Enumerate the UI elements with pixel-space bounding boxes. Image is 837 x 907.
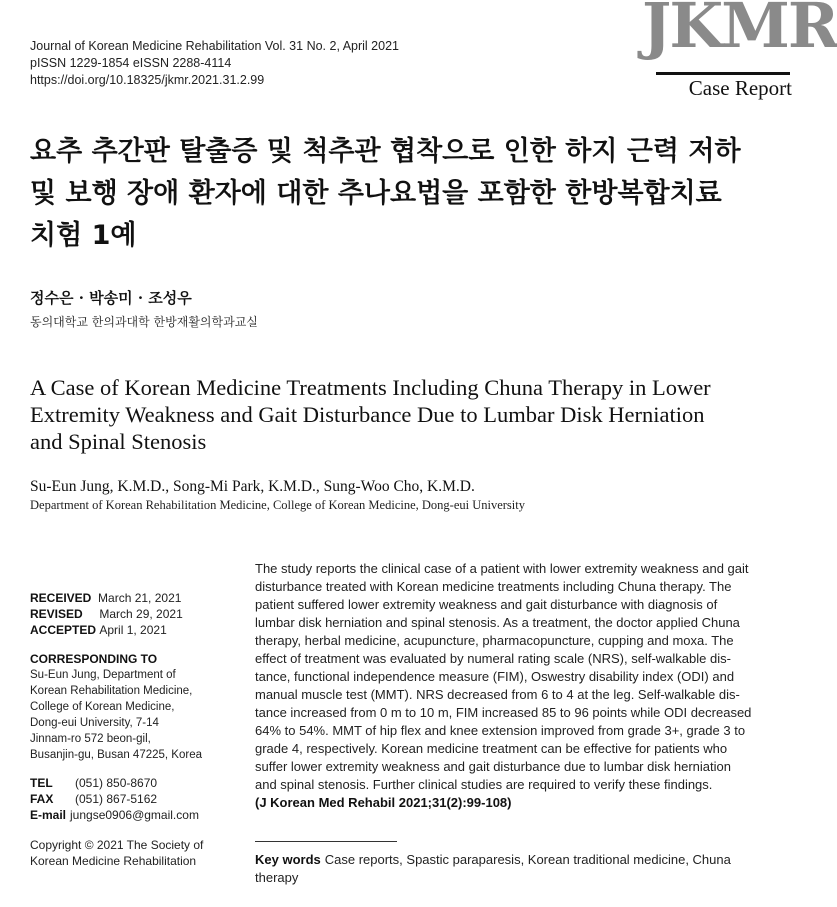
copyright-line: Copyright © 2021 The Society of	[30, 838, 204, 852]
corresponding-address	[30, 667, 235, 763]
citation: (J Korean Med Rehabil 2021;31(2):99-108)	[255, 795, 512, 810]
abstract-line: lumbar disk herniation and spinal stenosis. As a treatment, the doctor applied Chuna	[255, 615, 740, 630]
fax-value: (051) 867-5162	[75, 792, 158, 806]
accepted-date	[30, 622, 235, 638]
english-affiliation: Department of Korean Rehabilitation Medicine, College of Korean Medicine, Dong-eui University	[30, 498, 525, 512]
address-line: Busanjin-gu, Busan 47225, Korea	[30, 749, 202, 761]
english-authors: Su-Eun Jung, K.M.D., Song-Mi Park, K.M.D., Sung-Woo Cho, K.M.D.	[30, 478, 475, 495]
abstract-line: tance increased from 0 m to 10 m, FIM increased 85 to 96 points while ODI decreased	[255, 705, 752, 720]
logo-divider	[656, 72, 790, 75]
received-date	[30, 590, 235, 606]
accepted-value: April 1, 2021	[99, 623, 167, 637]
received-value: March 21, 2021	[98, 591, 182, 605]
article-sidebar	[30, 590, 235, 869]
address-line: College of Korean Medicine,	[30, 701, 175, 713]
address-line: Korean Rehabilitation Medicine,	[30, 685, 193, 697]
article-type: Case Report	[688, 76, 792, 100]
korean-title	[30, 131, 810, 257]
keywords-label: Key words	[255, 852, 321, 867]
keywords-value: Case reports, Spastic paraparesis, Korean traditional medicine, Chuna	[324, 852, 731, 867]
english-title-line: Extremity Weakness and Gait Disturbance Due to Lumbar Disk Herniation	[30, 402, 705, 427]
abstract-line: disturbance treated with Korean medicine treatments including Chuna therapy. The	[255, 579, 732, 594]
tel-label: TEL	[30, 776, 53, 790]
korean-title-line: 요추 추간판 탈출증 및 척추관 협착으로 인한 하지 근력 저하	[30, 136, 741, 167]
article-dates	[30, 590, 235, 638]
abstract-line: effect of treatment was evaluated by numeral rating scale (NRS), self-walkable dis-	[255, 651, 731, 666]
address-line: Su-Eun Jung, Department of	[30, 669, 176, 681]
email-label: E-mail	[30, 808, 67, 822]
doi-link[interactable]: https://doi.org/10.18325/jkmr.2021.31.2.99	[30, 73, 265, 87]
keywords-divider	[255, 841, 397, 842]
abstract-line: tance, functional independence measure (FIM), Oswestry disability index (ODI) and	[255, 669, 735, 684]
abstract-line: suffer lower extremity weakness and gait disturbance due to lumbar disk herniation	[255, 759, 731, 774]
email-row	[30, 807, 235, 823]
korean-title-line: 및 보행 장애 환자에 대한 추나요법을 포함한 한방복합치료	[30, 178, 722, 209]
received-label: RECEIVED	[30, 591, 92, 605]
accepted-label: ACCEPTED	[30, 623, 97, 637]
abstract-line: therapy, herbal medicine, acupuncture, pharmacopuncture, cupping and moxa. The	[255, 633, 734, 648]
revised-label: REVISED	[30, 607, 83, 621]
korean-title-line: 치험 1예	[30, 220, 137, 251]
abstract-line: grade 4, respectively. Korean medicine treatment can be effective for patients who	[255, 741, 728, 756]
abstract	[255, 560, 800, 812]
address-line: Jinnam-ro 572 beon-gil,	[30, 733, 151, 745]
journal-citation: Journal of Korean Medicine Rehabilitation Vol. 31 No. 2, April 2021	[30, 39, 399, 53]
corresponding-heading: CORRESPONDING TO	[30, 652, 158, 666]
abstract-line: patient suffered lower extremity weakness and gait disturbance with diagnosis of	[255, 597, 718, 612]
logo-text: JKMR	[642, 0, 837, 62]
abstract-line: manual muscle test (MMT). NRS decreased from 6 to 4 at the leg. Self-walkable dis-	[255, 687, 740, 702]
english-title-line: A Case of Korean Medicine Treatments Including Chuna Therapy in Lower	[30, 375, 711, 400]
email-link[interactable]: jungse0906@gmail.com	[70, 808, 199, 822]
tel-value: (051) 850-8670	[75, 776, 158, 790]
contact-info	[30, 775, 235, 823]
tel-row	[30, 775, 235, 791]
korean-authors: 정수은 · 박송미 · 조성우	[30, 289, 192, 307]
revised-value: March 29, 2021	[99, 607, 183, 621]
issn: pISSN 1229-1854 eISSN 2288-4114	[30, 56, 232, 70]
english-title-line: and Spinal Stenosis	[30, 429, 207, 454]
keywords-line	[255, 851, 800, 869]
korean-affiliation: 동의대학교 한의과대학 한방재활의학과교실	[30, 315, 258, 329]
journal-logo	[636, 0, 837, 72]
copyright-line: Korean Medicine Rehabilitation	[30, 854, 197, 868]
keywords	[255, 851, 800, 887]
copyright-notice	[30, 837, 235, 869]
revised-date	[30, 606, 235, 622]
abstract-line: The study reports the clinical case of a patient with lower extremity weakness and gait	[255, 561, 749, 576]
english-title	[30, 374, 810, 455]
fax-label: FAX	[30, 792, 54, 806]
journal-info	[30, 38, 399, 89]
keywords-line: therapy	[255, 870, 299, 885]
fax-row	[30, 791, 235, 807]
address-line: Dong-eui University, 7-14	[30, 717, 159, 729]
abstract-line: 64% to 54%. MMT of hip flex and knee extension improved from grade 3+, grade 3 to	[255, 723, 746, 738]
abstract-line: and spinal stenosis. Further clinical studies are required to verify these findings.	[255, 777, 713, 792]
